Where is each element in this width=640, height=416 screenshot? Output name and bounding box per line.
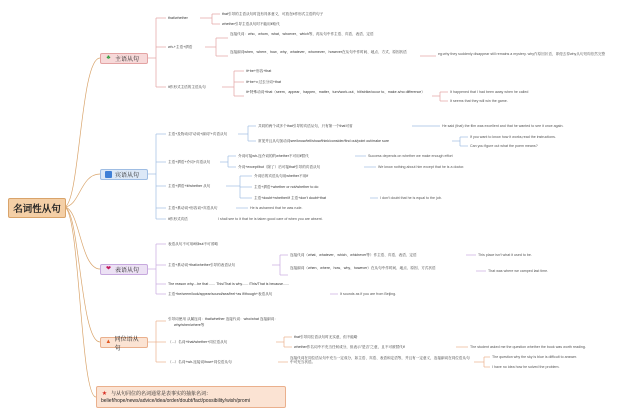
node-it-label[interactable]: it作形式主语的主语从句 bbox=[168, 85, 206, 89]
node-object-row2-2[interactable]: 介词+except/but（除了）后可接that引导的宾语从句 bbox=[238, 165, 321, 169]
branch-object-clause[interactable] bbox=[100, 169, 148, 180]
root-node[interactable] bbox=[8, 198, 66, 218]
branch-label: 表语从句 bbox=[115, 268, 140, 274]
node-pred-row3[interactable]: The reason why....be that ...... This/That is why...... /This/That is because...... bbox=[168, 282, 290, 286]
node-pred-row2-2[interactable]: 连接副词（when、where、how、why、however）在从句中作时间、地点、原因、方式状语 bbox=[290, 266, 436, 270]
node-appos-row1a[interactable]: 引导词使用 从属连词：that/whether 连接代词：who/what 连接副词： bbox=[168, 317, 278, 321]
node-appos-row3-1[interactable]: 连接代词在同位语从句中充当一定成分，如主语、宾语、表语和定语等，并且有一定意义，连接副词在同位语从句中可充当状语。 bbox=[290, 356, 470, 365]
node-object-row1-ex2[interactable]: If you want to know how it works,read the instructions. bbox=[470, 135, 556, 139]
branch-appositive-clause[interactable] bbox=[100, 336, 148, 352]
node-object-row1-ex3[interactable]: Can you figure out what the poem means? bbox=[470, 144, 538, 148]
node-object-row1-ex1[interactable]: He said (that) the film was excellent and that he wanted to see it once again. bbox=[442, 124, 564, 128]
node-object-row2-ex2[interactable]: We know nothing about him except that he is a doctor. bbox=[378, 165, 465, 169]
node-it-2[interactable]: it+be+v.过去分词+that bbox=[246, 80, 281, 84]
node-appos-row2-ex[interactable]: The student asked me the question whether the book was worth reading. bbox=[470, 345, 586, 349]
branch-label: 主语从句 bbox=[115, 57, 140, 63]
branch-predicative-clause[interactable] bbox=[100, 264, 148, 275]
branch-subject-clause[interactable] bbox=[100, 53, 148, 64]
node-appos-row3[interactable]: （...）名词+wh-连接词/how+同位语从句 bbox=[168, 360, 232, 364]
star-icon: ★ bbox=[101, 390, 108, 397]
node-pred-row4[interactable]: 主语+be/seem/look/appear/sound/sea/feel+as if/though+表语从句 bbox=[168, 292, 273, 296]
node-object-row3-ex[interactable]: I don't doubt that he is equal to the job. bbox=[380, 196, 442, 200]
node-pred-row2[interactable]: 主语+系动词+that/whether引导的表语从句 bbox=[168, 263, 236, 267]
node-object-row3-1[interactable]: 介词后的宾语从句用whether不用if bbox=[254, 174, 309, 178]
blue-square-icon bbox=[105, 171, 112, 178]
node-object-row1[interactable]: 主语+及物动词"动词+副词"+宾语从句 bbox=[168, 132, 228, 136]
node-pred-row1[interactable]: 表语从句不可用if和but不可省略 bbox=[168, 242, 218, 246]
footer-line2: belief/hope/news/advice/idea/order/doubt/fact/possibility/wish/promi bbox=[101, 397, 250, 404]
branch-label: 宾语从句 bbox=[115, 173, 140, 179]
node-object-row2-1[interactable]: 介词可接wh-连介词的的whether不可用if替代 bbox=[238, 154, 309, 158]
node-it-ex2[interactable]: It seems that they will win the game. bbox=[450, 99, 508, 103]
node-pred-row2-ex1[interactable]: This place isn't what it used to be. bbox=[478, 253, 532, 257]
node-wh-label[interactable]: wh-+主语+谓语 bbox=[168, 45, 193, 49]
node-object-row2[interactable]: 主语+谓语+介词+宾语从句 bbox=[168, 160, 211, 164]
node-object-row4[interactable]: 主语+系动词+形容词+宾语从句 bbox=[168, 206, 218, 210]
node-wh-word2[interactable]: 连接副词when、where、how、why、whatever、whomever、however在从句中作时间、地点、方式、原因状语 bbox=[230, 50, 407, 54]
node-object-row1-note2[interactable]: 常见并且从句加动词see/know/tell/show/think/consider/find out/point out/make sure bbox=[258, 139, 390, 143]
clover-icon: ♣ bbox=[106, 55, 111, 61]
node-that-whether[interactable]: that/whether bbox=[168, 16, 188, 20]
node-appos-row2[interactable]: （...）名词+that/whether+同位语从句 bbox=[168, 340, 228, 344]
root-connectors bbox=[64, 58, 100, 397]
node-pred-row2-1[interactable]: 连接代词（what、whatever、which、whichever等）作主语、宾语、表语、定语 bbox=[290, 253, 417, 257]
node-object-row5-ex[interactable]: I shall see to it that he is taken good care of when you are absent. bbox=[218, 217, 323, 221]
node-object-row3-2[interactable]: 主语+谓语+whether or not/whether to do bbox=[254, 185, 319, 189]
node-object-row5[interactable]: it作形式宾语 bbox=[168, 217, 188, 221]
node-object-row3[interactable]: 主语+谓语+if/whether 从句 bbox=[168, 184, 211, 188]
node-appos-row2-1[interactable]: that引导同位语从句时无实意，但不能略 bbox=[294, 335, 358, 339]
node-appos-row1b[interactable]: why/when/where等 bbox=[174, 323, 205, 327]
lips-icon: ❤ bbox=[105, 266, 112, 272]
node-object-row3-3[interactable]: 主语+doubt+whether/if 主语+don't doubt+that bbox=[254, 196, 327, 200]
node-appos-row3-ex1[interactable]: The question why the sky is blue is difficult to answer. bbox=[492, 355, 578, 359]
node-appos-row2-2[interactable]: whether作名词中不充当任何成分，但表示"是否"之意，且不可被替代if bbox=[294, 345, 405, 349]
node-object-row4-ex[interactable]: He is ashamed that he was rude. bbox=[250, 206, 303, 210]
root-label: 名词性从句 bbox=[13, 204, 61, 215]
node-it-1[interactable]: it+be+形容+that bbox=[246, 69, 272, 73]
node-it-ex1[interactable]: It happened that I had been away when he called bbox=[450, 90, 529, 94]
node-it-3[interactable]: it+特殊动词+that（seem、appear、happen、matter、turn/work-out、hit/strike/occur to、make a/no difference） bbox=[246, 90, 425, 94]
branch-label: 同位语从句 bbox=[114, 336, 139, 352]
footer-line1: 与从句同位的名词通常是表事实的抽象名词： bbox=[111, 390, 212, 397]
node-object-row2-ex1[interactable]: Success depends on whether we make enough effort bbox=[368, 154, 453, 158]
node-pred-row4-ex[interactable]: It sounds as if you are from Beijing. bbox=[340, 292, 397, 296]
fire-icon: ▲ bbox=[105, 339, 112, 345]
footer-note[interactable] bbox=[96, 386, 286, 408]
node-appos-row3-ex2[interactable]: I have no idea how he solved the problem. bbox=[492, 365, 560, 369]
node-whether-note[interactable]: whether引导主语从句时不能用if取代 bbox=[222, 22, 280, 26]
node-wh-word1[interactable]: 连接代词：who、whom、what、whoever、which等，再从句中作主语、宾语、表语、定语 bbox=[230, 32, 374, 36]
node-wh-example[interactable]: eg:why they suddenly disappear still remains a mystery. why作原因状语，即便去掉why从句短构依然完整 bbox=[438, 52, 606, 56]
node-pred-row2-ex2[interactable]: That was where we camped last time. bbox=[488, 269, 549, 273]
node-object-row1-note1[interactable]: 共同的两个或多个that引导的宾语从句，只有第一个that可省 bbox=[258, 124, 353, 128]
node-that-note[interactable]: that引导的主语从句时没有具体意义，可放在it作形式主语的句子 bbox=[222, 12, 324, 16]
